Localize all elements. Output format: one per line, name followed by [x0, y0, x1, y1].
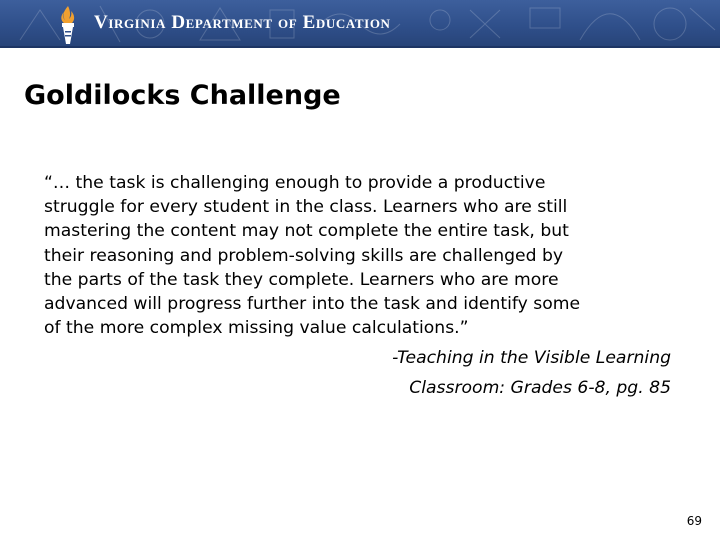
page-number: 69: [686, 514, 702, 528]
quote-line: mastering the content may not complete the entire task, but: [44, 221, 569, 242]
quote-line: the parts of the task they complete. Learners who are more: [44, 269, 559, 290]
quote-line: their reasoning and problem-solving skills are challenged by: [44, 245, 564, 266]
header-banner: [0, 0, 720, 48]
slide-title: Goldilocks Challenge: [24, 80, 341, 111]
organization-name: Virginia Department of Education: [94, 12, 391, 33]
quote-line: struggle for every student in the class. Learners who are still: [44, 197, 568, 218]
quote-attribution: [392, 343, 671, 403]
quote-line: of the more complex missing value calculations.”: [44, 318, 469, 339]
attribution-line: -Teaching in the Visible Learning: [392, 348, 671, 368]
banner-divider: [0, 46, 720, 48]
quote-block: [44, 171, 684, 340]
attribution-line: Classroom: Grades 6-8, pg. 85: [409, 378, 671, 398]
quote-line: advanced will progress further into the task and identify some: [44, 294, 581, 315]
torch-logo-icon: [52, 4, 84, 46]
quote-line: “… the task is challenging enough to provide a productive: [44, 173, 546, 193]
